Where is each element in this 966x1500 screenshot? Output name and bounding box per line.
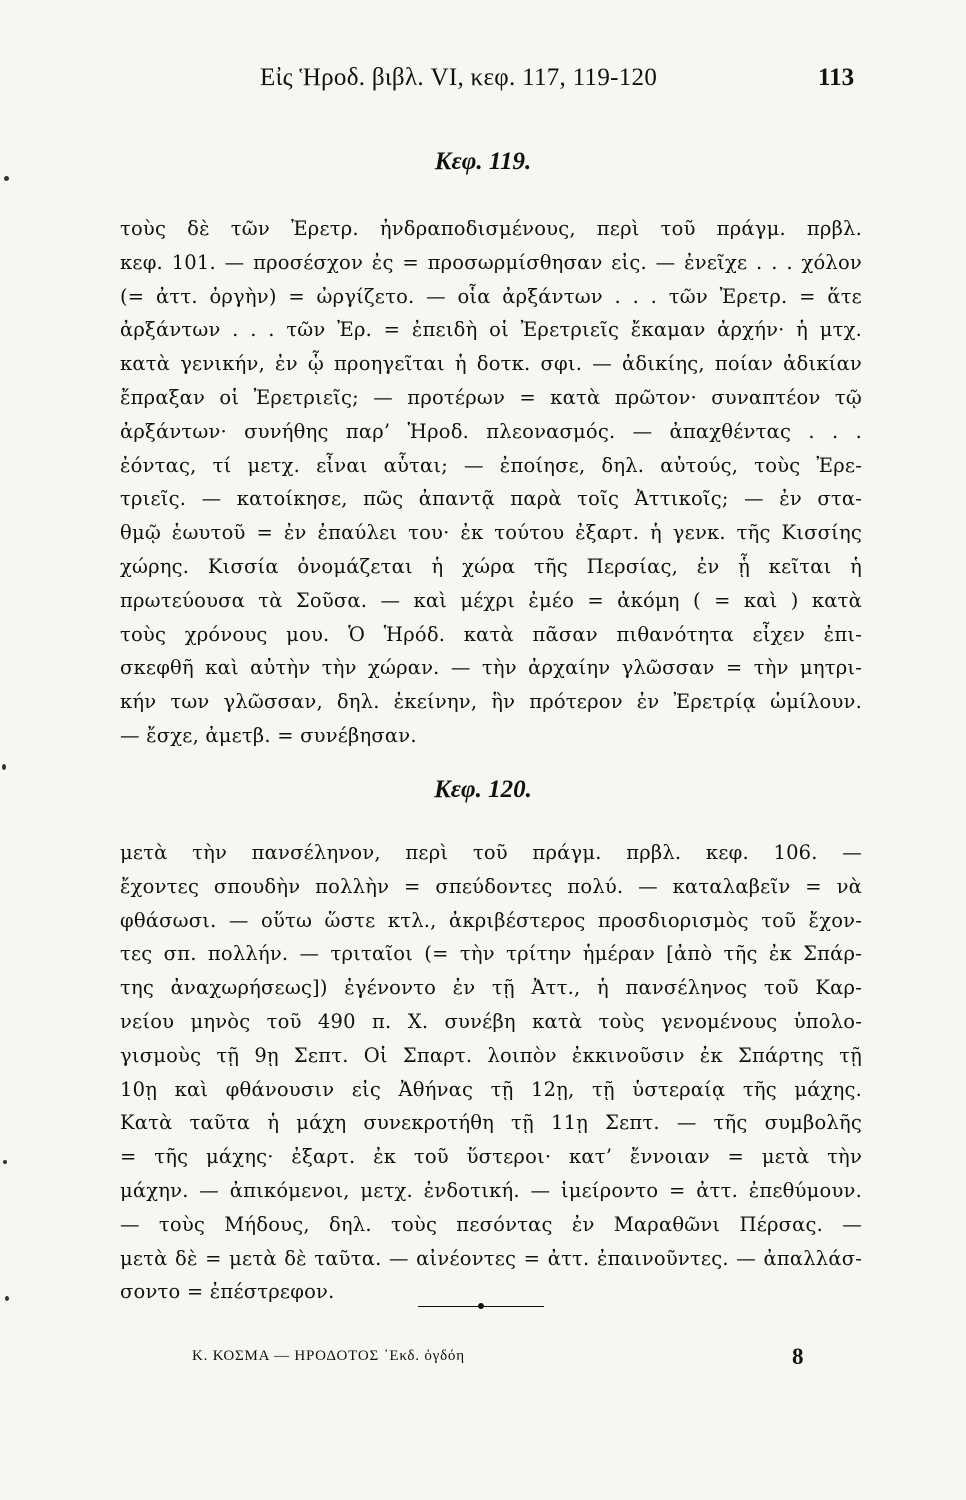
text-line: νείου μηνὸς τοῦ 490 π. Χ. συνέβη κατὰ τοὺς γενομένους ὑπολο- (120, 1009, 862, 1033)
text-line: θμῷ ἑωυτοῦ = ἐν ἐπαύλει του· ἐκ τούτου ἐξαρτ. ἡ γενκ. τῆς Κισσίης (120, 521, 862, 545)
scan-speck (5, 1296, 9, 1301)
text-line: πρωτεύουσα τὰ Σοῦσα. — καὶ μέχρι ἐμέο = ἀκόμη ( = καὶ ) κατὰ (120, 588, 862, 612)
text-line: ἔπραξαν οἱ Ἐρετριεῖς; — προτέρων = κατὰ πρῶτον· συναπτέον τῷ (120, 385, 862, 409)
text-line: σκεφθῆ καὶ αὐτὴν τὴν χώραν. — τὴν ἀρχαίην γλῶσσαν = τὴν μητρι- (120, 656, 862, 680)
end-rule-ornament (478, 1303, 484, 1309)
text-line: 10ῃ καὶ φθάνουσιν εἰς Ἀθήνας τῇ 12ῃ, τῇ ὑστεραίᾳ τῆς μάχης. (120, 1077, 862, 1101)
text-line: — τοὺς Μήδους, δηλ. τοὺς πεσόντας ἐν Μαραθῶνι Πέρσας. — (120, 1212, 862, 1236)
text-line: — ἔσχε, ἀμετβ. = συνέβησαν. (120, 723, 417, 747)
text-line: κήν των γλῶσσαν, δηλ. ἐκείνην, ἣν πρότερον ἐν Ἐρετρίᾳ ὡμίλουν. (120, 690, 862, 714)
text-line: μετὰ τὴν πανσέληνον, περὶ τοῦ πράγμ. πρβλ. κεφ. 106. — (120, 841, 862, 864)
text-line: χώρης. Κισσία ὀνομάζεται ἡ χώρα τῆς Περσίας, ἐν ᾗ κεῖται ἡ (120, 554, 862, 578)
text-line: φθάσωσι. — οὕτω ὥστε κτλ., ἀκριβέστερος προσδιορισμὸς τοῦ ἔχον- (120, 908, 862, 932)
text-line: μάχην. — ἀπικόμενοι, μετχ. ἐνδοτική. — ἱμείροντο = ἀττ. ἐπεθύμουν. (120, 1178, 862, 1202)
text-line: τοὺς δὲ τῶν Ἐρετρ. ἠνδραποδισμένους, περὶ τοῦ πράγμ. πρβλ. (120, 217, 862, 240)
printer-footer (0, 1344, 966, 1378)
text-line: ἀρξάντων· συνήθης παρ’ Ἡροδ. πλεονασμός. — ἀπαχθέντας . . . (120, 419, 862, 443)
text-line: = τῆς μάχης· ἐξαρτ. ἐκ τοῦ ὕστεροι· κατ’ ἔννοιαν = μετὰ τὴν (120, 1145, 862, 1169)
page-number: 113 (818, 64, 855, 91)
text-line: της ἀναχωρήσεως]) ἐγένοντο ἐν τῇ Ἀττ., ἡ πανσέληνος τοῦ Καρ- (120, 976, 862, 1000)
text-line: κατὰ γενικήν, ἐν ᾧ προηγεῖται ἡ δοτκ. σφι. — ἀδικίης, ποίαν ἀδικίαν (120, 352, 862, 376)
scan-speck (4, 176, 9, 181)
running-title: Εἰς Ἡροδ. βιβλ. VI, κεφ. 117, 119-120 (260, 64, 658, 91)
text-line: γισμοὺς τῇ 9ῃ Σεπτ. Οἱ Σπαρτ. λοιπὸν ἐκκινοῦσιν ἐκ Σπάρτης τῇ (120, 1043, 862, 1067)
text-line: σοντο = ἐπέστρεφον. (120, 1280, 335, 1304)
footer-imprint: Κ. ΚΟΣΜΑ — ΗΡΟΔΟΤΟΣ ᾿Εκδ. ὀγδόη (192, 1348, 465, 1364)
text-line: ἐόντας, τί μετχ. εἶναι αὗται; — ἐποίησε, δηλ. αὐτούς, τοὺς Ἐρε- (120, 453, 862, 477)
text-line: (= ἀττ. ὀργὴν) = ὠργίζετο. — οἷα ἀρξάντων . . . τῶν Ἐρετρ. = ἅτε (120, 284, 862, 308)
scan-speck (3, 1160, 7, 1164)
chapter-heading-120: Κεφ. 120. (434, 776, 532, 803)
chapter-heading-119: Κεφ. 119. (434, 148, 532, 175)
text-line: τριεῖς. — κατοίκησε, πῶς ἀπαντᾷ παρὰ τοῖς Ἀττικοῖς; — ἐν στα- (120, 487, 862, 511)
signature-mark: 8 (792, 1344, 804, 1369)
text-line: τοὺς χρόνους μου. Ὁ Ἡρόδ. κατὰ πᾶσαν πιθανότητα εἶχεν ἐπι- (120, 622, 862, 646)
text-line: Κατὰ ταῦτα ἡ μάχη συνεκροτήθη τῇ 11ῃ Σεπτ. — τῆς συμβολῆς (120, 1111, 862, 1135)
commentary-chapter-119 (120, 212, 862, 753)
text-line: ἔχοντες σπουδὴν πολλὴν = σπεύδοντες πολύ. — καταλαβεῖν = νὰ (120, 874, 862, 898)
text-line: τες σπ. πολλήν. — τριταῖοι (= τὴν τρίτην ἡμέραν [ἀπὸ τῆς ἐκ Σπάρ- (120, 942, 862, 966)
commentary-chapter-120 (120, 836, 862, 1309)
text-line: μετὰ δὲ = μετὰ δὲ ταῦτα. — αἰνέοντες = ἀττ. ἐπαινοῦντες. — ἀπαλλάσ- (120, 1246, 862, 1270)
scan-speck (2, 764, 6, 770)
text-line: κεφ. 101. — προσέσχον ἐς = προσωρμίσθησαν εἰς. — ἐνεῖχε . . . χόλον (120, 250, 862, 274)
running-head (0, 64, 966, 104)
text-line: ἀρξάντων . . . τῶν Ἐρ. = ἐπειδὴ οἱ Ἐρετριεῖς ἔκαμαν ἀρχήν· ἡ μτχ. (120, 318, 862, 342)
